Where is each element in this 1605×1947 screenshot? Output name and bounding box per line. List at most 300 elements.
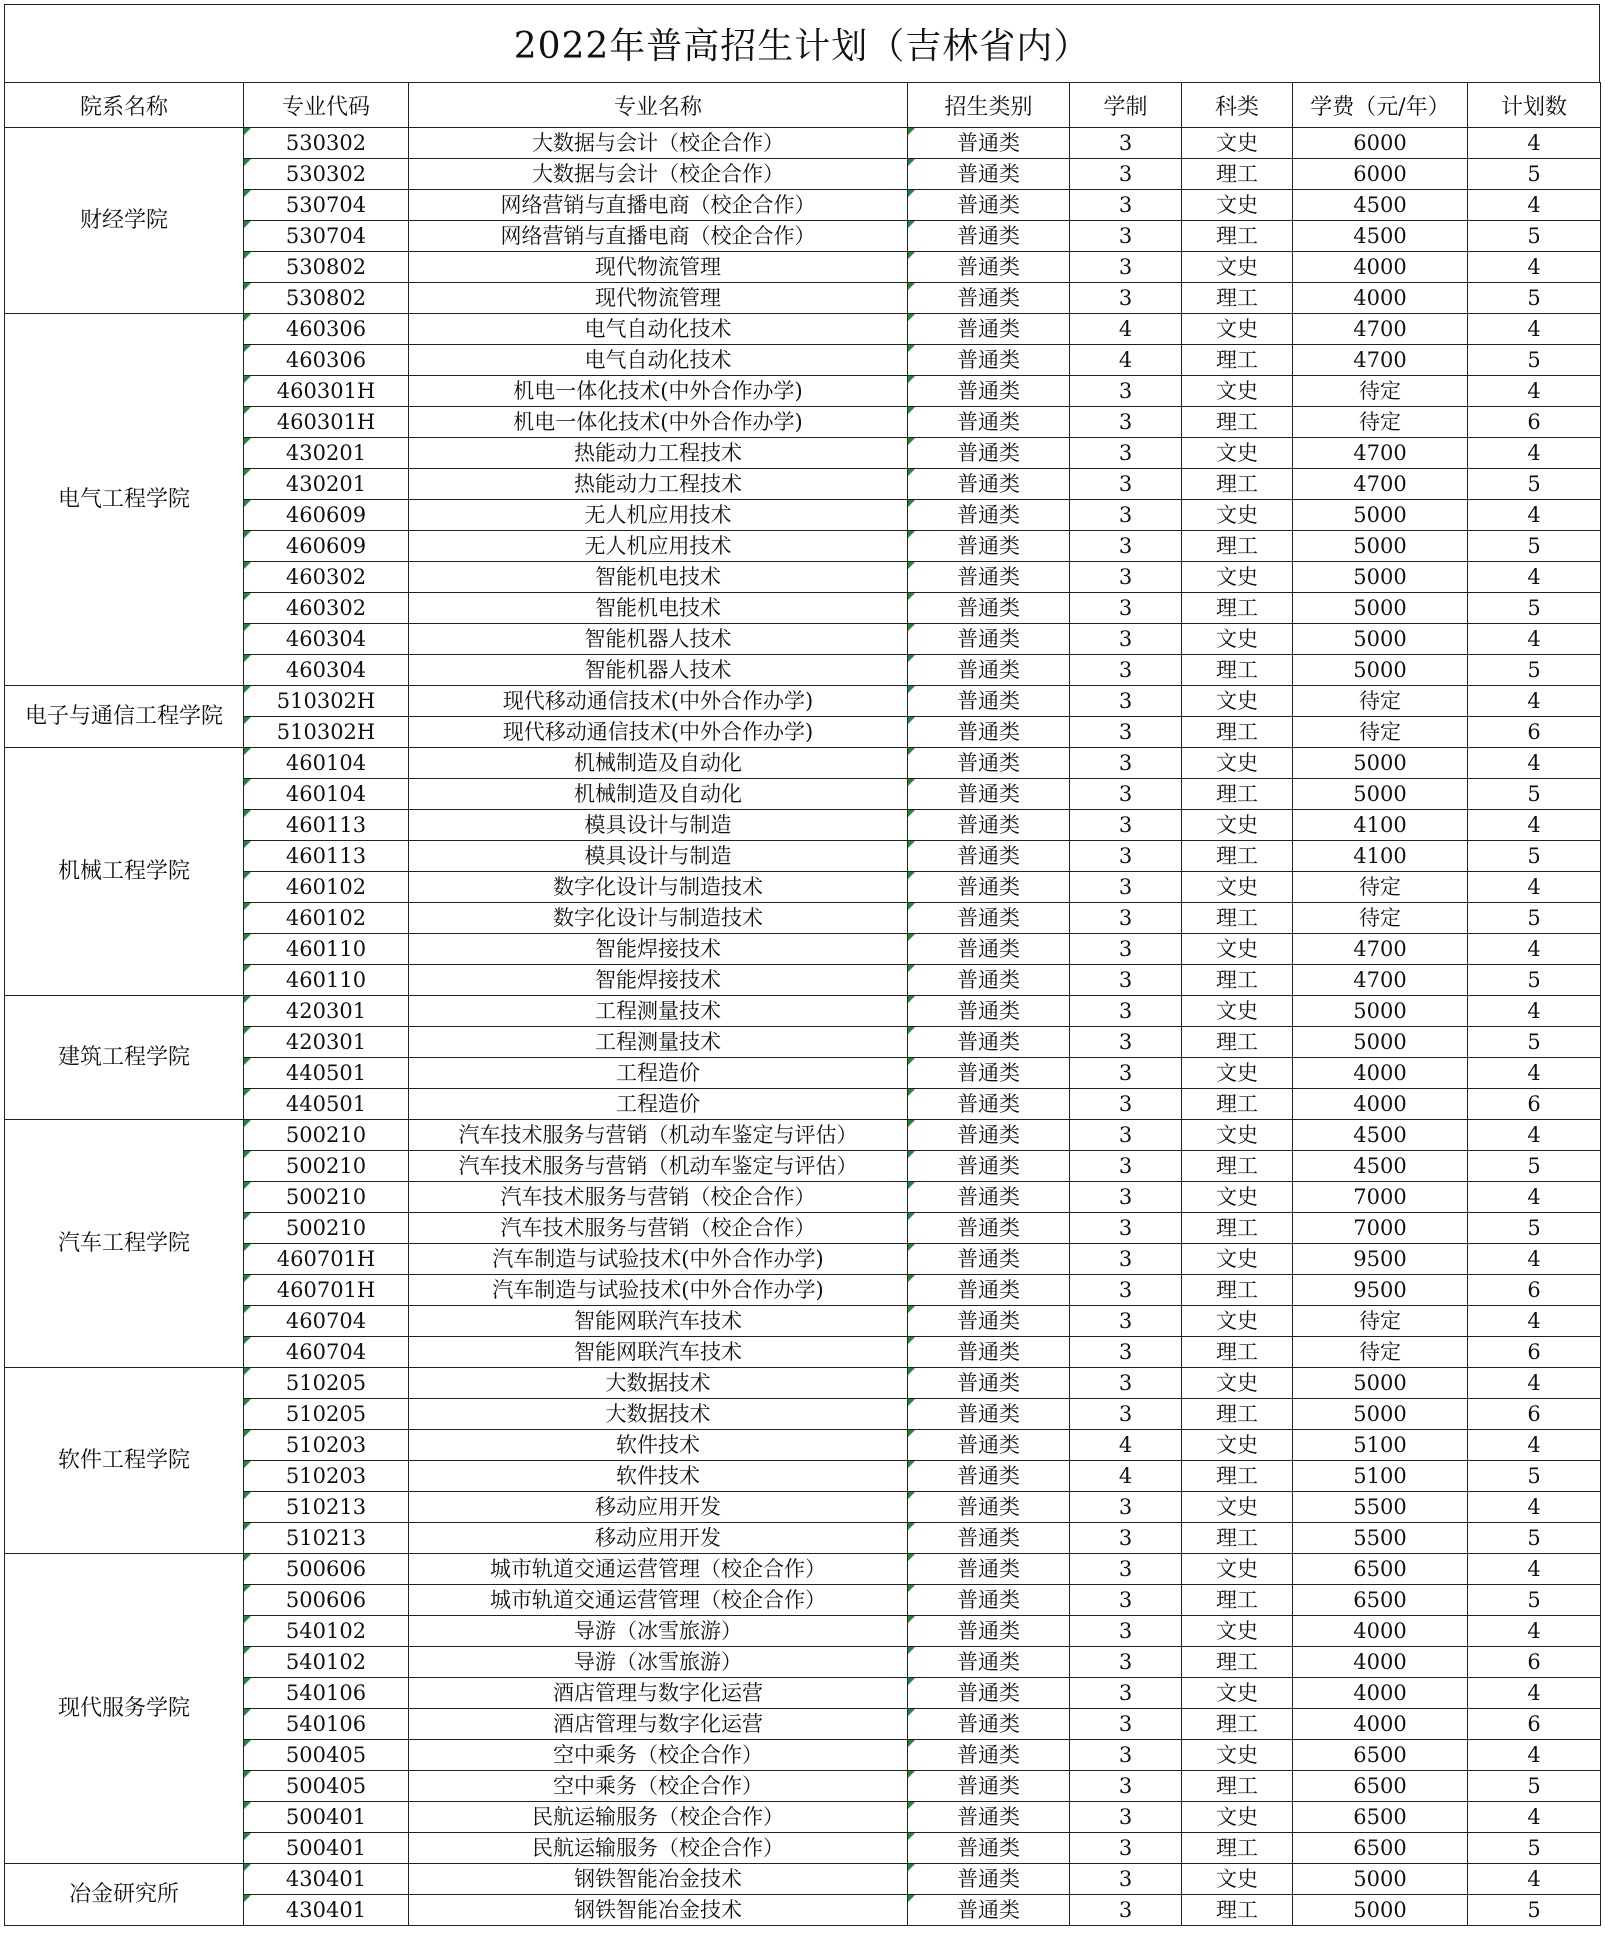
table-row xyxy=(5,1399,1601,1430)
major-code-cell: 510213 xyxy=(244,1492,409,1523)
duration-cell: 3 xyxy=(1070,1275,1182,1306)
duration-cell: 3 xyxy=(1070,996,1182,1027)
category-cell: 普通类 xyxy=(908,1554,1070,1585)
table-row xyxy=(5,872,1601,903)
tuition-cell: 4700 xyxy=(1293,469,1468,500)
subject-cell: 理工 xyxy=(1182,841,1293,872)
major-name-cell: 热能动力工程技术 xyxy=(409,438,908,469)
category-cell: 普通类 xyxy=(908,872,1070,903)
subject-cell: 理工 xyxy=(1182,593,1293,624)
duration-cell: 3 xyxy=(1070,1864,1182,1895)
quota-cell: 4 xyxy=(1468,1740,1601,1771)
table-row xyxy=(5,1895,1601,1926)
table-row xyxy=(5,1709,1601,1740)
subject-cell: 理工 xyxy=(1182,1027,1293,1058)
major-code-cell: 430401 xyxy=(244,1895,409,1926)
table-row xyxy=(5,1027,1601,1058)
table-row xyxy=(5,1151,1601,1182)
category-cell: 普通类 xyxy=(908,1678,1070,1709)
quota-cell: 5 xyxy=(1468,469,1601,500)
category-cell: 普通类 xyxy=(908,934,1070,965)
tuition-cell: 6000 xyxy=(1293,128,1468,159)
table-row xyxy=(5,1585,1601,1616)
duration-cell: 3 xyxy=(1070,1058,1182,1089)
tuition-cell: 4500 xyxy=(1293,221,1468,252)
tuition-cell: 4000 xyxy=(1293,283,1468,314)
major-name-cell: 空中乘务（校企合作） xyxy=(409,1740,908,1771)
category-cell: 普通类 xyxy=(908,252,1070,283)
duration-cell: 3 xyxy=(1070,1151,1182,1182)
quota-cell: 4 xyxy=(1468,1182,1601,1213)
duration-cell: 3 xyxy=(1070,562,1182,593)
major-name-cell: 大数据与会计（校企合作） xyxy=(409,128,908,159)
subject-cell: 理工 xyxy=(1182,1833,1293,1864)
duration-cell: 3 xyxy=(1070,1492,1182,1523)
duration-cell: 3 xyxy=(1070,872,1182,903)
subject-cell: 文史 xyxy=(1182,438,1293,469)
major-name-cell: 酒店管理与数字化运营 xyxy=(409,1709,908,1740)
tuition-cell: 9500 xyxy=(1293,1275,1468,1306)
duration-cell: 3 xyxy=(1070,1895,1182,1926)
major-code-cell: 500401 xyxy=(244,1833,409,1864)
major-name-cell: 软件技术 xyxy=(409,1430,908,1461)
quota-cell: 5 xyxy=(1468,593,1601,624)
tuition-cell: 4100 xyxy=(1293,841,1468,872)
major-name-cell: 酒店管理与数字化运营 xyxy=(409,1678,908,1709)
table-row xyxy=(5,1461,1601,1492)
duration-cell: 3 xyxy=(1070,221,1182,252)
major-name-cell: 智能网联汽车技术 xyxy=(409,1306,908,1337)
major-name-cell: 城市轨道交通运营管理（校企合作） xyxy=(409,1554,908,1585)
duration-cell: 3 xyxy=(1070,469,1182,500)
table-row xyxy=(5,1833,1601,1864)
category-cell: 普通类 xyxy=(908,531,1070,562)
tuition-cell: 5000 xyxy=(1293,748,1468,779)
tuition-cell: 5000 xyxy=(1293,593,1468,624)
major-code-cell: 460113 xyxy=(244,841,409,872)
table-row xyxy=(5,314,1601,345)
college-name-cell: 电子与通信工程学院 xyxy=(5,686,244,748)
category-cell: 普通类 xyxy=(908,1523,1070,1554)
quota-cell: 5 xyxy=(1468,1461,1601,1492)
tuition-cell: 待定 xyxy=(1293,686,1468,717)
major-code-cell: 460704 xyxy=(244,1337,409,1368)
table-row xyxy=(5,996,1601,1027)
subject-cell: 理工 xyxy=(1182,1895,1293,1926)
table-row xyxy=(5,345,1601,376)
table-row xyxy=(5,1337,1601,1368)
college-name-cell: 冶金研究所 xyxy=(5,1864,244,1926)
major-name-cell: 空中乘务（校企合作） xyxy=(409,1771,908,1802)
header-college: 院系名称 xyxy=(5,83,244,128)
subject-cell: 文史 xyxy=(1182,562,1293,593)
tuition-cell: 9500 xyxy=(1293,1244,1468,1275)
tuition-cell: 待定 xyxy=(1293,407,1468,438)
major-code-cell: 500405 xyxy=(244,1771,409,1802)
duration-cell: 3 xyxy=(1070,965,1182,996)
tuition-cell: 7000 xyxy=(1293,1182,1468,1213)
header-quota: 计划数 xyxy=(1468,83,1601,128)
subject-cell: 文史 xyxy=(1182,190,1293,221)
subject-cell: 文史 xyxy=(1182,1244,1293,1275)
subject-cell: 理工 xyxy=(1182,283,1293,314)
category-cell: 普通类 xyxy=(908,1337,1070,1368)
tuition-cell: 5000 xyxy=(1293,531,1468,562)
subject-cell: 理工 xyxy=(1182,469,1293,500)
tuition-cell: 4700 xyxy=(1293,345,1468,376)
quota-cell: 5 xyxy=(1468,1523,1601,1554)
duration-cell: 3 xyxy=(1070,159,1182,190)
category-cell: 普通类 xyxy=(908,655,1070,686)
category-cell: 普通类 xyxy=(908,1275,1070,1306)
major-name-cell: 工程测量技术 xyxy=(409,1027,908,1058)
category-cell: 普通类 xyxy=(908,469,1070,500)
subject-cell: 理工 xyxy=(1182,1399,1293,1430)
quota-cell: 6 xyxy=(1468,717,1601,748)
category-cell: 普通类 xyxy=(908,1213,1070,1244)
major-name-cell: 现代移动通信技术(中外合作办学) xyxy=(409,717,908,748)
major-name-cell: 网络营销与直播电商（校企合作） xyxy=(409,221,908,252)
table-row xyxy=(5,1616,1601,1647)
tuition-cell: 4000 xyxy=(1293,252,1468,283)
college-name-cell: 财经学院 xyxy=(5,128,244,314)
quota-cell: 5 xyxy=(1468,531,1601,562)
table-row xyxy=(5,841,1601,872)
category-cell: 普通类 xyxy=(908,996,1070,1027)
table-row xyxy=(5,1864,1601,1895)
quota-cell: 5 xyxy=(1468,1213,1601,1244)
duration-cell: 3 xyxy=(1070,1523,1182,1554)
table-row xyxy=(5,1213,1601,1244)
subject-cell: 文史 xyxy=(1182,376,1293,407)
category-cell: 普通类 xyxy=(908,1182,1070,1213)
tuition-cell: 5000 xyxy=(1293,500,1468,531)
category-cell: 普通类 xyxy=(908,314,1070,345)
table-row xyxy=(5,1771,1601,1802)
header-major-code: 专业代码 xyxy=(244,83,409,128)
major-code-cell: 500401 xyxy=(244,1802,409,1833)
duration-cell: 3 xyxy=(1070,500,1182,531)
header-duration: 学制 xyxy=(1070,83,1182,128)
category-cell: 普通类 xyxy=(908,1616,1070,1647)
subject-cell: 文史 xyxy=(1182,1430,1293,1461)
subject-cell: 文史 xyxy=(1182,252,1293,283)
duration-cell: 3 xyxy=(1070,1027,1182,1058)
duration-cell: 3 xyxy=(1070,531,1182,562)
category-cell: 普通类 xyxy=(908,1368,1070,1399)
category-cell: 普通类 xyxy=(908,283,1070,314)
college-name-cell: 建筑工程学院 xyxy=(5,996,244,1120)
major-code-cell: 460304 xyxy=(244,624,409,655)
tuition-cell: 6500 xyxy=(1293,1740,1468,1771)
major-name-cell: 移动应用开发 xyxy=(409,1523,908,1554)
subject-cell: 文史 xyxy=(1182,872,1293,903)
major-name-cell: 移动应用开发 xyxy=(409,1492,908,1523)
table-title: 2022年普高招生计划（吉林省内） xyxy=(4,4,1600,82)
category-cell: 普通类 xyxy=(908,1864,1070,1895)
tuition-cell: 4000 xyxy=(1293,1709,1468,1740)
major-name-cell: 大数据技术 xyxy=(409,1399,908,1430)
category-cell: 普通类 xyxy=(908,159,1070,190)
quota-cell: 4 xyxy=(1468,376,1601,407)
category-cell: 普通类 xyxy=(908,1771,1070,1802)
duration-cell: 4 xyxy=(1070,1430,1182,1461)
category-cell: 普通类 xyxy=(908,1895,1070,1926)
table-row xyxy=(5,190,1601,221)
quota-cell: 4 xyxy=(1468,1864,1601,1895)
duration-cell: 3 xyxy=(1070,407,1182,438)
subject-cell: 理工 xyxy=(1182,1151,1293,1182)
major-code-cell: 500210 xyxy=(244,1213,409,1244)
header-row xyxy=(5,83,1601,128)
quota-cell: 4 xyxy=(1468,1678,1601,1709)
table-row xyxy=(5,159,1601,190)
category-cell: 普通类 xyxy=(908,1461,1070,1492)
duration-cell: 3 xyxy=(1070,283,1182,314)
major-code-cell: 530802 xyxy=(244,252,409,283)
major-code-cell: 540106 xyxy=(244,1678,409,1709)
duration-cell: 3 xyxy=(1070,1709,1182,1740)
major-code-cell: 530302 xyxy=(244,159,409,190)
quota-cell: 4 xyxy=(1468,190,1601,221)
major-code-cell: 460301H xyxy=(244,376,409,407)
major-code-cell: 430401 xyxy=(244,1864,409,1895)
major-code-cell: 530704 xyxy=(244,190,409,221)
table-row xyxy=(5,748,1601,779)
major-code-cell: 510203 xyxy=(244,1461,409,1492)
spreadsheet xyxy=(4,4,1600,1926)
category-cell: 普通类 xyxy=(908,841,1070,872)
major-name-cell: 机械制造及自动化 xyxy=(409,779,908,810)
duration-cell: 3 xyxy=(1070,624,1182,655)
major-code-cell: 460701H xyxy=(244,1275,409,1306)
major-code-cell: 430201 xyxy=(244,438,409,469)
quota-cell: 5 xyxy=(1468,1833,1601,1864)
tuition-cell: 4000 xyxy=(1293,1647,1468,1678)
subject-cell: 文史 xyxy=(1182,1554,1293,1585)
subject-cell: 文史 xyxy=(1182,128,1293,159)
tuition-cell: 待定 xyxy=(1293,1306,1468,1337)
category-cell: 普通类 xyxy=(908,1306,1070,1337)
table-row xyxy=(5,407,1601,438)
duration-cell: 3 xyxy=(1070,934,1182,965)
quota-cell: 5 xyxy=(1468,1895,1601,1926)
major-code-cell: 540106 xyxy=(244,1709,409,1740)
category-cell: 普通类 xyxy=(908,1027,1070,1058)
duration-cell: 3 xyxy=(1070,1585,1182,1616)
major-code-cell: 460104 xyxy=(244,748,409,779)
duration-cell: 3 xyxy=(1070,655,1182,686)
duration-cell: 3 xyxy=(1070,748,1182,779)
duration-cell: 3 xyxy=(1070,1554,1182,1585)
subject-cell: 文史 xyxy=(1182,624,1293,655)
subject-cell: 文史 xyxy=(1182,1864,1293,1895)
tuition-cell: 5000 xyxy=(1293,1027,1468,1058)
category-cell: 普通类 xyxy=(908,345,1070,376)
tuition-cell: 6500 xyxy=(1293,1802,1468,1833)
category-cell: 普通类 xyxy=(908,1802,1070,1833)
subject-cell: 理工 xyxy=(1182,1089,1293,1120)
major-code-cell: 460304 xyxy=(244,655,409,686)
category-cell: 普通类 xyxy=(908,1244,1070,1275)
table-row xyxy=(5,1802,1601,1833)
major-code-cell: 460704 xyxy=(244,1306,409,1337)
table-row xyxy=(5,221,1601,252)
quota-cell: 5 xyxy=(1468,841,1601,872)
duration-cell: 3 xyxy=(1070,1740,1182,1771)
category-cell: 普通类 xyxy=(908,1833,1070,1864)
duration-cell: 4 xyxy=(1070,345,1182,376)
tuition-cell: 5000 xyxy=(1293,1864,1468,1895)
subject-cell: 文史 xyxy=(1182,1182,1293,1213)
duration-cell: 3 xyxy=(1070,1244,1182,1275)
duration-cell: 3 xyxy=(1070,1368,1182,1399)
category-cell: 普通类 xyxy=(908,593,1070,624)
duration-cell: 3 xyxy=(1070,593,1182,624)
major-name-cell: 导游（冰雪旅游） xyxy=(409,1616,908,1647)
duration-cell: 3 xyxy=(1070,1399,1182,1430)
duration-cell: 3 xyxy=(1070,717,1182,748)
quota-cell: 5 xyxy=(1468,965,1601,996)
tuition-cell: 5000 xyxy=(1293,562,1468,593)
major-code-cell: 440501 xyxy=(244,1089,409,1120)
quota-cell: 4 xyxy=(1468,1368,1601,1399)
major-code-cell: 440501 xyxy=(244,1058,409,1089)
tuition-cell: 5000 xyxy=(1293,1895,1468,1926)
tuition-cell: 4100 xyxy=(1293,810,1468,841)
table-row xyxy=(5,1678,1601,1709)
subject-cell: 理工 xyxy=(1182,159,1293,190)
category-cell: 普通类 xyxy=(908,1740,1070,1771)
header-category: 招生类别 xyxy=(908,83,1070,128)
header-tuition: 学费（元/年） xyxy=(1293,83,1468,128)
table-row xyxy=(5,531,1601,562)
tuition-cell: 5000 xyxy=(1293,996,1468,1027)
major-name-cell: 智能机电技术 xyxy=(409,562,908,593)
major-code-cell: 530302 xyxy=(244,128,409,159)
major-name-cell: 汽车制造与试验技术(中外合作办学) xyxy=(409,1275,908,1306)
major-code-cell: 540102 xyxy=(244,1647,409,1678)
quota-cell: 4 xyxy=(1468,1492,1601,1523)
table-row xyxy=(5,1430,1601,1461)
major-name-cell: 机械制造及自动化 xyxy=(409,748,908,779)
duration-cell: 3 xyxy=(1070,190,1182,221)
table-row xyxy=(5,624,1601,655)
quota-cell: 4 xyxy=(1468,810,1601,841)
subject-cell: 文史 xyxy=(1182,1306,1293,1337)
major-name-cell: 模具设计与制造 xyxy=(409,841,908,872)
category-cell: 普通类 xyxy=(908,1430,1070,1461)
category-cell: 普通类 xyxy=(908,779,1070,810)
table-row xyxy=(5,283,1601,314)
table-row xyxy=(5,1554,1601,1585)
tuition-cell: 4700 xyxy=(1293,438,1468,469)
quota-cell: 4 xyxy=(1468,1802,1601,1833)
category-cell: 普通类 xyxy=(908,1585,1070,1616)
major-code-cell: 500606 xyxy=(244,1554,409,1585)
subject-cell: 理工 xyxy=(1182,345,1293,376)
header-subject: 科类 xyxy=(1182,83,1293,128)
tuition-cell: 待定 xyxy=(1293,1337,1468,1368)
duration-cell: 3 xyxy=(1070,1833,1182,1864)
category-cell: 普通类 xyxy=(908,748,1070,779)
subject-cell: 文史 xyxy=(1182,1368,1293,1399)
tuition-cell: 6500 xyxy=(1293,1833,1468,1864)
major-code-cell: 460102 xyxy=(244,903,409,934)
major-name-cell: 民航运输服务（校企合作） xyxy=(409,1833,908,1864)
tuition-cell: 待定 xyxy=(1293,872,1468,903)
major-name-cell: 钢铁智能冶金技术 xyxy=(409,1864,908,1895)
duration-cell: 3 xyxy=(1070,438,1182,469)
quota-cell: 5 xyxy=(1468,221,1601,252)
subject-cell: 理工 xyxy=(1182,717,1293,748)
duration-cell: 3 xyxy=(1070,1306,1182,1337)
tuition-cell: 4000 xyxy=(1293,1678,1468,1709)
major-name-cell: 智能机电技术 xyxy=(409,593,908,624)
quota-cell: 6 xyxy=(1468,1337,1601,1368)
quota-cell: 5 xyxy=(1468,779,1601,810)
quota-cell: 4 xyxy=(1468,748,1601,779)
major-name-cell: 热能动力工程技术 xyxy=(409,469,908,500)
quota-cell: 4 xyxy=(1468,500,1601,531)
quota-cell: 5 xyxy=(1468,283,1601,314)
tuition-cell: 7000 xyxy=(1293,1213,1468,1244)
subject-cell: 理工 xyxy=(1182,655,1293,686)
major-name-cell: 现代移动通信技术(中外合作办学) xyxy=(409,686,908,717)
category-cell: 普通类 xyxy=(908,1709,1070,1740)
category-cell: 普通类 xyxy=(908,221,1070,252)
tuition-cell: 5100 xyxy=(1293,1430,1468,1461)
enrollment-table xyxy=(4,82,1601,1926)
table-row xyxy=(5,469,1601,500)
duration-cell: 3 xyxy=(1070,376,1182,407)
category-cell: 普通类 xyxy=(908,438,1070,469)
major-name-cell: 城市轨道交通运营管理（校企合作） xyxy=(409,1585,908,1616)
major-name-cell: 电气自动化技术 xyxy=(409,314,908,345)
subject-cell: 理工 xyxy=(1182,221,1293,252)
table-row xyxy=(5,934,1601,965)
tuition-cell: 5000 xyxy=(1293,655,1468,686)
major-code-cell: 500210 xyxy=(244,1120,409,1151)
duration-cell: 3 xyxy=(1070,128,1182,159)
table-row xyxy=(5,376,1601,407)
quota-cell: 4 xyxy=(1468,1430,1601,1461)
major-code-cell: 460609 xyxy=(244,531,409,562)
table-row xyxy=(5,500,1601,531)
quota-cell: 6 xyxy=(1468,1399,1601,1430)
major-code-cell: 460113 xyxy=(244,810,409,841)
tuition-cell: 4700 xyxy=(1293,314,1468,345)
table-row xyxy=(5,593,1601,624)
quota-cell: 5 xyxy=(1468,159,1601,190)
tuition-cell: 6500 xyxy=(1293,1771,1468,1802)
table-row xyxy=(5,1306,1601,1337)
table-row xyxy=(5,810,1601,841)
major-name-cell: 汽车技术服务与营销（机动车鉴定与评估） xyxy=(409,1151,908,1182)
quota-cell: 5 xyxy=(1468,1027,1601,1058)
subject-cell: 理工 xyxy=(1182,1709,1293,1740)
subject-cell: 文史 xyxy=(1182,1120,1293,1151)
quota-cell: 4 xyxy=(1468,872,1601,903)
college-name-cell: 汽车工程学院 xyxy=(5,1120,244,1368)
major-name-cell: 模具设计与制造 xyxy=(409,810,908,841)
major-name-cell: 数字化设计与制造技术 xyxy=(409,903,908,934)
major-name-cell: 数字化设计与制造技术 xyxy=(409,872,908,903)
quota-cell: 4 xyxy=(1468,128,1601,159)
table-row xyxy=(5,1089,1601,1120)
major-code-cell: 460302 xyxy=(244,593,409,624)
table-row xyxy=(5,655,1601,686)
